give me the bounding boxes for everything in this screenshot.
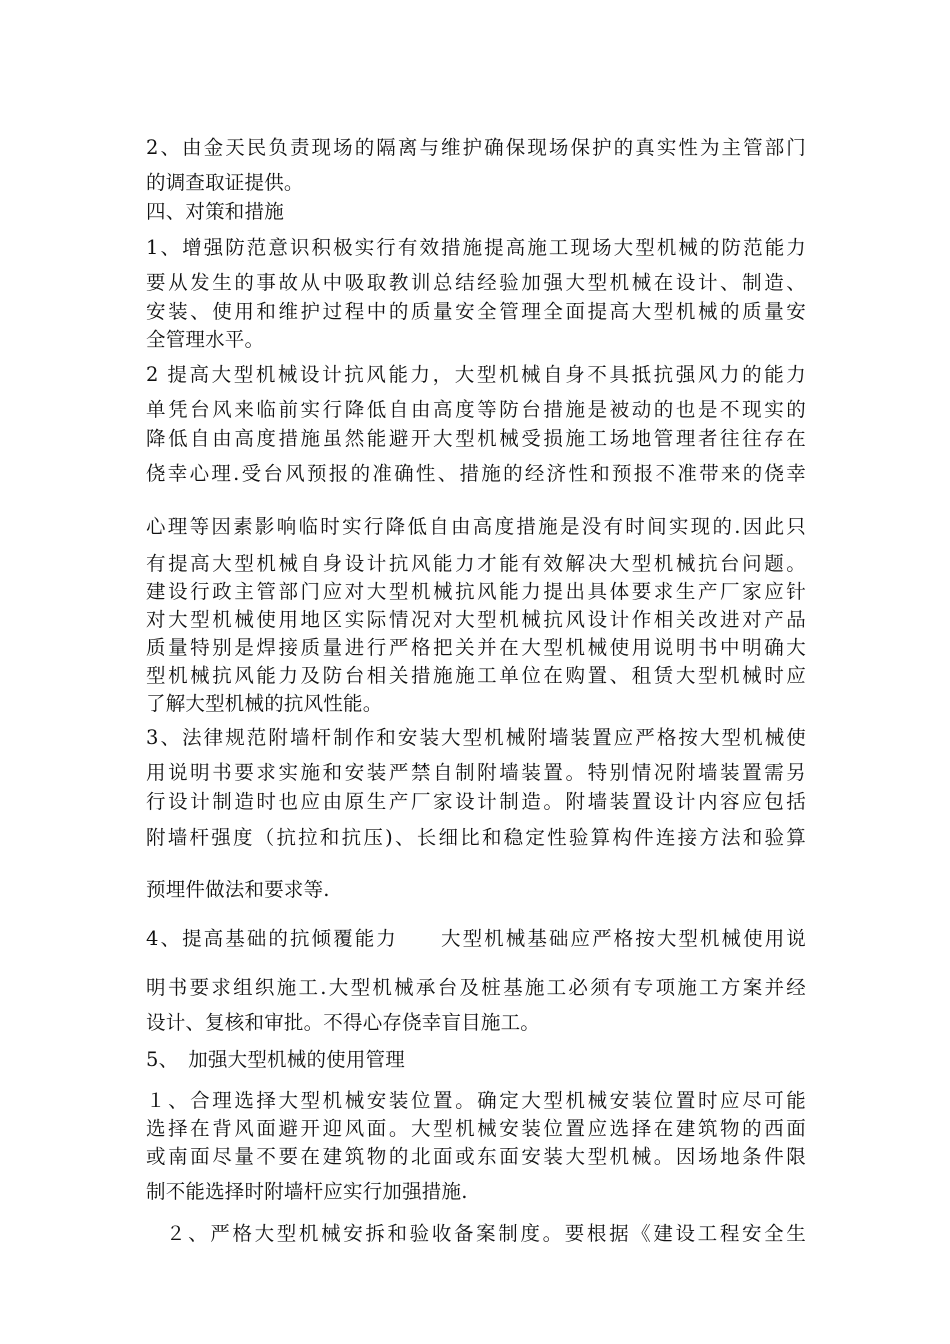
text-line: 对大型机械使用地区实际情况对大型机械抗风设计作相关改进对产品 [146, 608, 806, 631]
text-line: 预埋件做法和要求等. [146, 878, 330, 901]
text-line: 安装、使用和维护过程中的质量安全管理全面提高大型机械的质量安 [146, 300, 806, 323]
text-line: 2、由金天民负责现场的隔离与维护确保现场保护的真实性为主管部门 [146, 136, 806, 159]
text-line: 全管理水平。 [146, 328, 265, 351]
text-line: 要从发生的事故从中吸取教训总结经验加强大型机械在设计、制造、 [146, 271, 806, 294]
text-line: 型机械抗风能力及防台相关措施施工单位在购置、租赁大型机械时应 [146, 664, 806, 687]
text-line: 附墙杆强度（抗拉和抗压)、长细比和稳定性验算构件连接方法和验算 [146, 826, 806, 849]
text-line: 设计、复核和审批。不得心存侥幸盲目施工。 [146, 1011, 541, 1034]
text-line: 2 提高大型机械设计抗风能力，大型机械自身不具抵抗强风力的能力 [146, 363, 806, 386]
text-line: 侥幸心理.受台风预报的准确性、措施的经济性和预报不准带来的侥幸 [146, 462, 806, 485]
text-line: 制不能选择时附墙杆应实行加强措施. [146, 1180, 468, 1203]
text-line: 了解大型机械的抗风性能。 [146, 692, 383, 715]
text-line: ２、严格大型机械安拆和验收备案制度。要根据《建设工程安全生 [166, 1222, 806, 1245]
text-line: 降低自由高度措施虽然能避开大型机械受损施工场地管理者往往存在 [146, 427, 806, 450]
text-line: 或南面尽量不要在建筑物的北面或东面安装大型机械。因场地条件限 [146, 1145, 806, 1168]
text-line: １、合理选择大型机械安装位置。确定大型机械安装位置时应尽可能 [146, 1089, 806, 1112]
text-line: 建设行政主管部门应对大型机械抗风能力提出具体要求生产厂家应针 [146, 580, 806, 603]
text-line: 3、法律规范附墙杆制作和安装大型机械附墙装置应严格按大型机械使 [146, 726, 806, 749]
text-line: 单凭台风来临前实行降低自由高度等防台措施是被动的也是不现实的 [146, 398, 806, 421]
text-line: 心理等因素影响临时实行降低自由高度措施是没有时间实现的.因此只 [146, 515, 806, 538]
section-heading: 四、对策和措施 [146, 200, 284, 223]
text-line: 明书要求组织施工.大型机械承台及桩基施工必须有专项施工方案并经 [146, 976, 806, 999]
text-line: 有提高大型机械自身设计抗风能力才能有效解决大型机械抗台问题。 [146, 552, 806, 575]
text-line: 行设计制造时也应由原生产厂家设计制造。附墙装置设计内容应包括 [146, 790, 806, 813]
text-line: 质量特别是焊接质量进行严格把关并在大型机械使用说明书中明确大 [146, 636, 806, 659]
text-line: 用说明书要求实施和安装严禁自制附墙装置。特别情况附墙装置需另 [146, 761, 806, 784]
text-line: 1、增强防范意识积极实行有效措施提高施工现场大型机械的防范能力 [146, 236, 806, 259]
text-line: 的调查取证提供。 [146, 171, 304, 194]
section-heading: 5、 加强大型机械的使用管理 [146, 1048, 405, 1071]
text-line: 4、提高基础的抗倾覆能力 大型机械基础应严格按大型机械使用说 [146, 927, 806, 950]
text-line: 选择在背风面避开迎风面。大型机械安装位置应选择在建筑物的西面 [146, 1117, 806, 1140]
